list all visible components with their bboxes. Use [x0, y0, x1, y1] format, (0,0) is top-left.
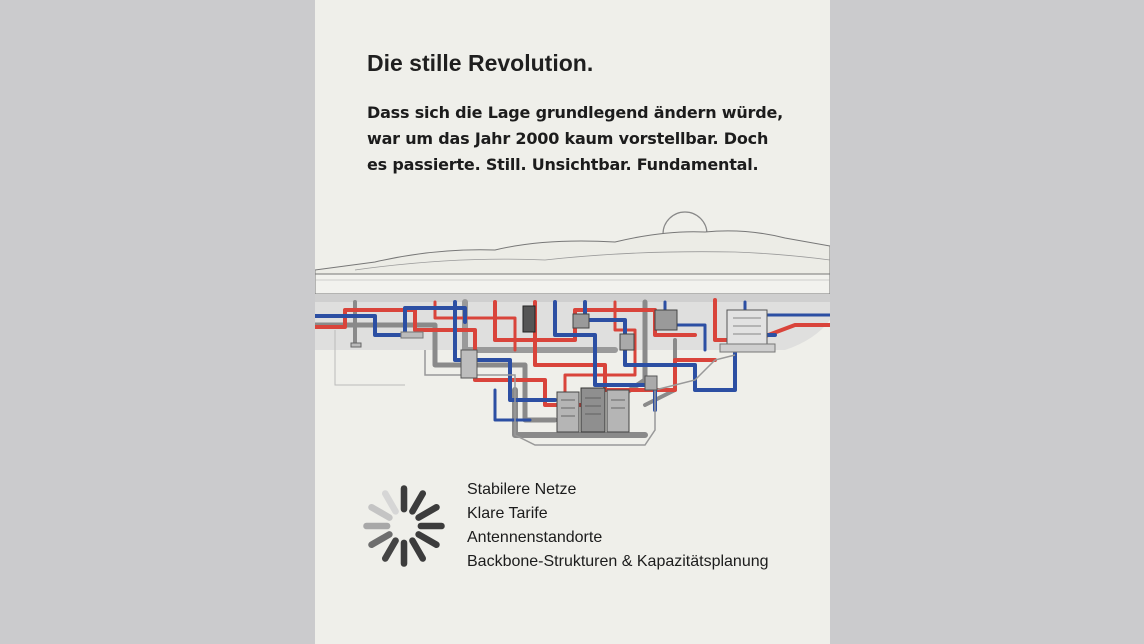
feature-list — [467, 478, 769, 574]
list-item: Antennenstandorte — [467, 529, 603, 546]
list-item: Stabilere Netze — [467, 481, 577, 498]
slide-page — [315, 0, 830, 644]
loading-spinner-icon — [359, 478, 449, 574]
lead-paragraph: Dass sich die Lage grundlegend ändern würde, war um das Jahr 2000 kaum vorstellbar. Doch es passierte. Still. Unsichtbar. Fundamental. — [367, 103, 783, 174]
infrastructure-illustration — [315, 190, 830, 460]
list-item: Backbone-Strukturen & Kapazitätsplanung — [467, 553, 769, 570]
list-item: Klare Tarife — [467, 505, 548, 522]
page-title: Die stille Revolution. — [367, 50, 594, 76]
